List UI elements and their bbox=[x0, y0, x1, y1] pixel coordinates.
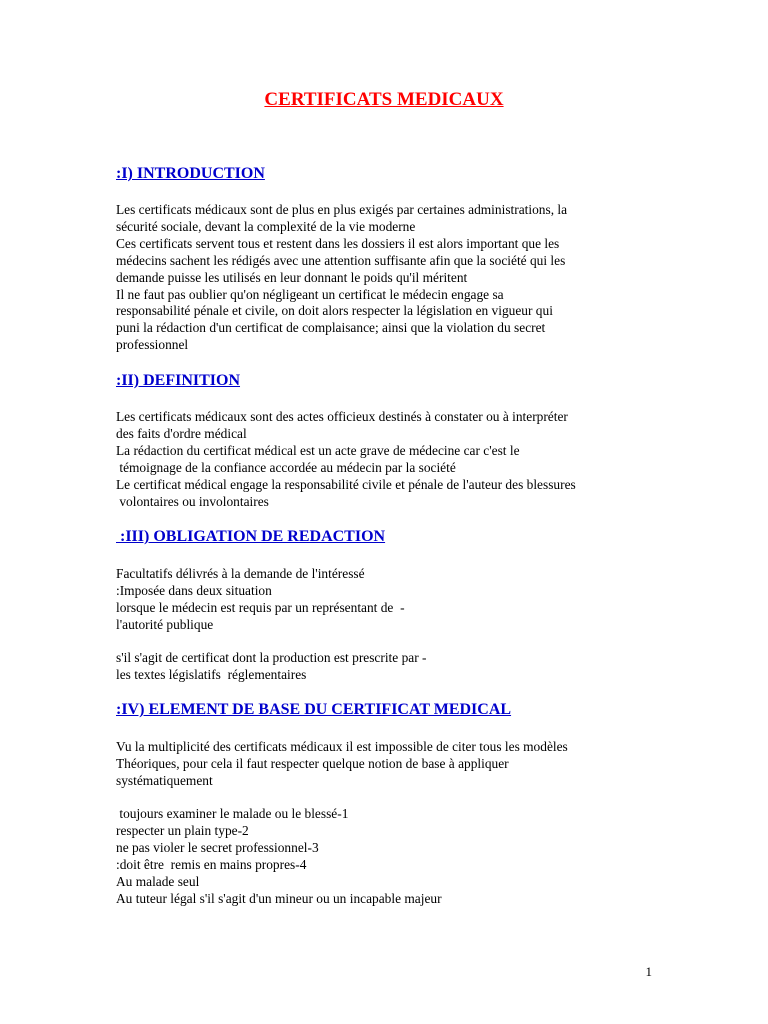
text-line: puni la rédaction d'un certificat de complaisance; ainsi que la violation du secret bbox=[116, 320, 546, 336]
text-line: Vu la multiplicité des certificats médicaux il est impossible de citer tous les modèles bbox=[116, 739, 568, 754]
text-line: Il ne faut pas oublier qu'on négligeant un certificat le médecin engage sa bbox=[116, 286, 504, 302]
introduction-paragraph bbox=[116, 202, 656, 354]
text-line: systématiquement bbox=[116, 772, 213, 788]
text-line: médecins sachent les rédigés avec une attention suffisante afin que la société qui les bbox=[116, 252, 566, 268]
text-line: volontaires ou involontaires bbox=[116, 493, 269, 509]
element-de-base-paragraph bbox=[116, 739, 656, 790]
text-line: Théoriques, pour cela il faut respecter quelque notion de base à appliquer bbox=[116, 755, 509, 771]
text-line: sécurité sociale, devant la complexité de la vie moderne bbox=[116, 218, 416, 234]
obligation-paragraph bbox=[116, 566, 656, 634]
text-line: La rédaction du certificat médical est un acte grave de médecine car c'est le bbox=[116, 442, 520, 458]
list-item: ne pas violer le secret professionnel-3 bbox=[116, 839, 319, 855]
section-heading-obligation: :III) OBLIGATION DE REDACTION bbox=[116, 528, 386, 545]
element-de-base-list bbox=[116, 806, 656, 907]
text-line: Les certificats médicaux sont de plus en plus exigés par certaines administrations, la bbox=[116, 202, 568, 217]
text-line: demande puisse les utilisés en leur donnant le poids qu'il méritent bbox=[116, 269, 468, 285]
page-number: 1 bbox=[645, 964, 652, 979]
text-line: Les certificats médicaux sont des actes officieux destinés à constater ou à interpréter bbox=[116, 409, 568, 424]
text-line: Facultatifs délivrés à la demande de l'intéressé bbox=[116, 566, 365, 581]
text-line: les textes législatifs réglementaires bbox=[116, 666, 307, 682]
list-item: :doit être remis en mains propres-4 bbox=[116, 856, 307, 872]
obligation-paragraph-2 bbox=[116, 650, 656, 684]
text-line: responsabilité pénale et civile, on doit alors respecter la législation en vigueur qui bbox=[116, 303, 553, 319]
list-item: toujours examiner le malade ou le blessé-1 bbox=[116, 806, 349, 821]
section-heading-definition: :II) DEFINITION bbox=[116, 372, 241, 389]
list-item: respecter un plain type-2 bbox=[116, 822, 249, 838]
text-line: l'autorité publique bbox=[116, 616, 214, 632]
text-line: Ces certificats servent tous et restent dans les dossiers il est alors important que les bbox=[116, 235, 560, 251]
document-title: CERTIFICATS MEDICAUX bbox=[264, 89, 504, 110]
text-line: professionnel bbox=[116, 337, 189, 353]
section-heading-element-de-base: :IV) ELEMENT DE BASE DU CERTIFICAT MEDICAL bbox=[116, 701, 512, 718]
list-item: Au tuteur légal s'il s'agit d'un mineur ou un incapable majeur bbox=[116, 890, 442, 906]
section-heading-introduction: :I) INTRODUCTION bbox=[116, 165, 265, 182]
text-line: s'il s'agit de certificat dont la production est prescrite par - bbox=[116, 650, 427, 665]
text-line: lorsque le médecin est requis par un représentant de - bbox=[116, 599, 405, 615]
text-line: des faits d'ordre médical bbox=[116, 425, 247, 441]
text-line: Le certificat médical engage la responsabilité civile et pénale de l'auteur des blessures bbox=[116, 476, 576, 492]
list-item: Au malade seul bbox=[116, 873, 200, 889]
text-line: témoignage de la confiance accordée au médecin par la société bbox=[116, 459, 456, 475]
definition-paragraph bbox=[116, 409, 656, 510]
text-line: :Imposée dans deux situation bbox=[116, 582, 272, 598]
